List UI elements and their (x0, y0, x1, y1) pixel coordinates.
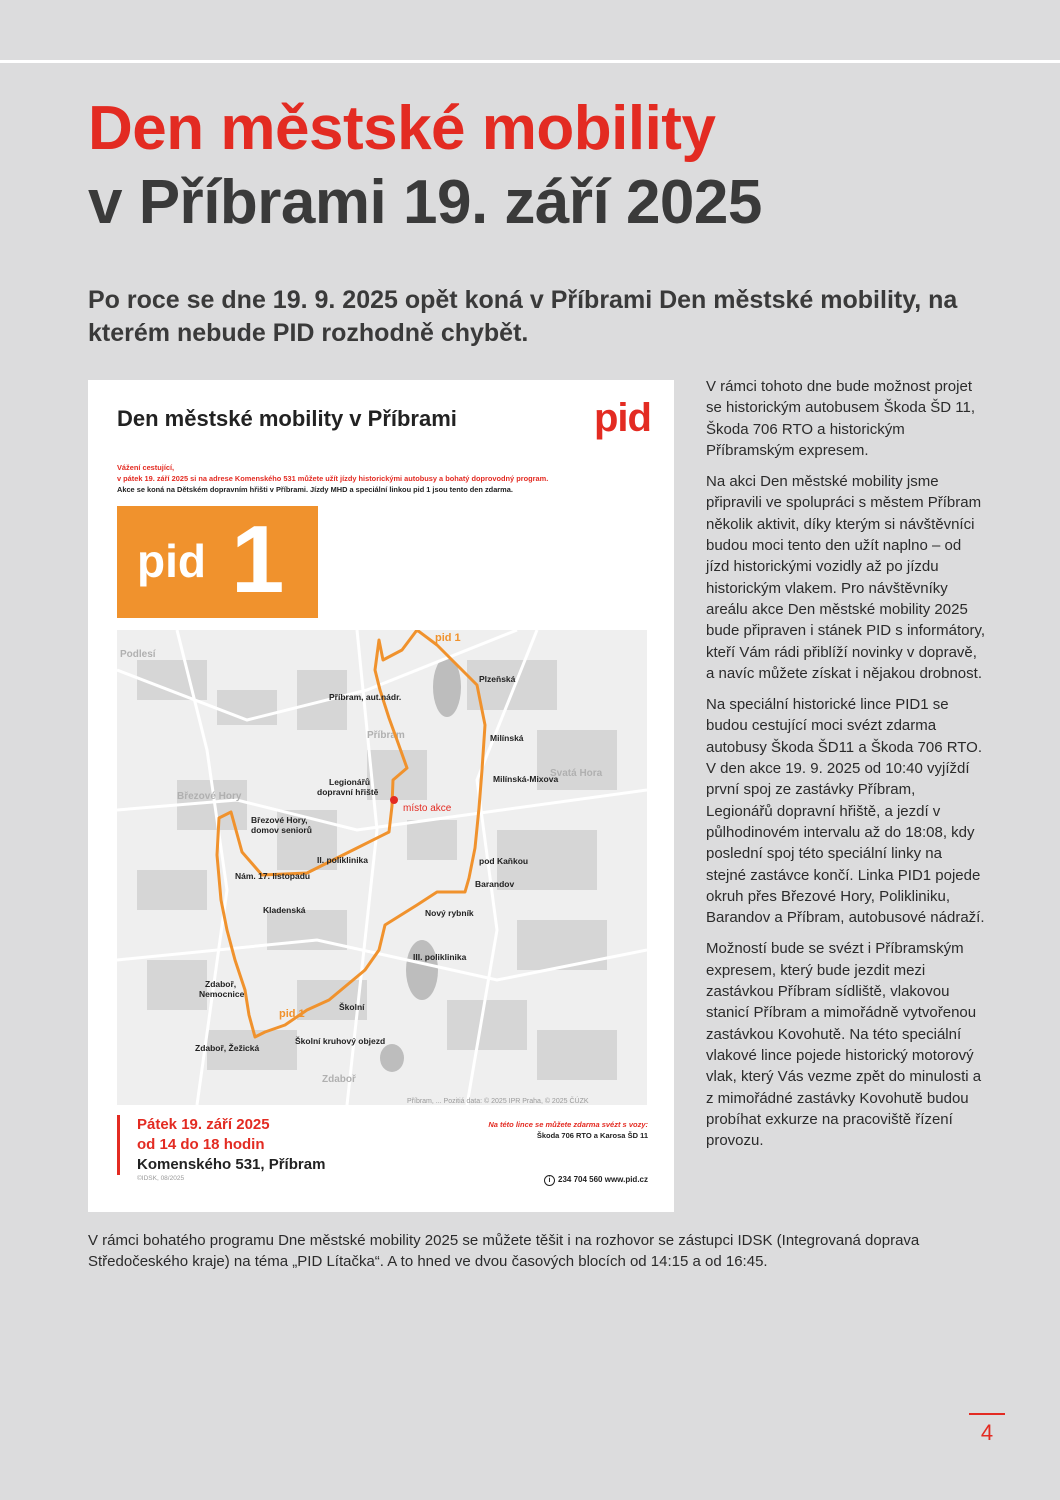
stop-label: Příbram, aut.nádr. (329, 692, 402, 702)
page-number: 4 (980, 1420, 994, 1445)
free-ride-info (488, 1119, 648, 1141)
free-ride-vehicles: Škoda 706 RTO a Karosa ŠD 11 (536, 1131, 648, 1140)
side-column (706, 376, 986, 1161)
page-number-rule (969, 1413, 1005, 1415)
pid1-badge (117, 506, 318, 618)
stop-label: Nám. 17. listopadu (235, 871, 311, 881)
poster-title: Den městské mobility v Příbrami (117, 406, 457, 431)
page-title (88, 92, 762, 240)
poster-intro-line: Akce se koná na Dětském dopravním hřišti v Příbrami. Jízdy MHD a speciální linkou pid 1 jsou tento den zdarma. (117, 485, 513, 494)
stop-label: pod Kaňkou (479, 856, 529, 866)
stop-label: Nový rybník (425, 908, 474, 918)
poster-intro-line: v pátek 19. září 2025 si na adrese Komenského 531 můžete užít jízdy historickými autobusy a bohatý doprovodný program. (117, 474, 549, 483)
bottom-paragraph: V rámci bohatého programu Dne městské mobility 2025 se můžete těšit i na rozhovor se zástupci IDSK (Integrovaná doprava Středočeského kraje) na téma „PID Lítačka“. A to hned ve dvou časových blocích od 14:15 a od 16:45. (88, 1232, 920, 1271)
pid1-badge-number: 1 (231, 506, 285, 613)
route-map (117, 630, 647, 1105)
poster-copyright: ©IDSK, 08/2025 (137, 1175, 185, 1182)
stop-label: Barandov (475, 879, 515, 889)
stop-label: III. poliklinika (413, 952, 467, 962)
event-location-marker (390, 796, 398, 804)
stop-label: Legionářů (329, 777, 371, 787)
stop-label: Nemocnice (199, 989, 245, 999)
stop-label: Zdaboř, (205, 979, 237, 989)
area-label: Příbram (367, 730, 405, 741)
side-paragraph: Na akci Den městské mobility jsme připravili ve spolupráci s městem Příbram několik aktivit, díky kterým si návštěvníci budou moci tento den užít naplno – od jízd historickými vozidly až po jízdu historickým vlakem. Pro návštěvníky areálu akce Den městské mobility 2025 bude připraven i stánek PID s informátory, kteří Vám rádi přiblíží novinky v dopravě, a navíc můžete získat i nějakou drobnost. (706, 473, 986, 682)
stop-label: Milínská (490, 733, 524, 743)
stop-label: II. poliklinika (317, 855, 369, 865)
stop-label: Milínská-Mixova (493, 774, 559, 784)
event-date: Pátek 19. září 2025 (137, 1116, 270, 1133)
stop-label: domov seniorů (251, 825, 312, 835)
stop-label: Školní (339, 1002, 365, 1012)
area-label: Svatá Hora (550, 768, 603, 779)
title-line-2: v Příbrami 19. září 2025 (88, 168, 762, 237)
side-paragraph: Na speciální historické lince PID1 se budou cestující moci svézt zdarma autobusy Škoda ŠD11 a Škoda 706 RTO. V den akce 19. 9. 2025 od 10:40 vyjíždí první spoj ze zastávky Příbram, Legionářů dopravní hřiště, a jezdí v půlhodinovém intervalu až do 18:08, kdy poslední spoj této speciální linky na stejné zastávce končí. Linka PID1 pojede okruh přes Březové Hory, Polikliniku, Barandov a Příbram, autobusové nádraží. (706, 696, 985, 927)
route-map-svg (117, 630, 647, 1105)
event-poster (88, 380, 674, 1212)
stop-label: Zdaboř, Žežická (195, 1043, 260, 1053)
poster-contact-text: 234 704 560 www.pid.cz (558, 1175, 648, 1184)
area-label: Zdaboř (322, 1074, 356, 1085)
event-hours: od 14 do 18 hodin (137, 1136, 265, 1153)
route-label: pid 1 (279, 1008, 305, 1020)
event-location-label: místo akce (403, 803, 452, 814)
lead-paragraph: Po roce se dne 19. 9. 2025 opět koná v Příbrami Den městské mobility, na kterém nebude PID rozhodně chybět. (88, 286, 958, 347)
stop-label: Školní kruhový objezd (295, 1036, 386, 1046)
event-date-block (117, 1115, 325, 1175)
route-label: pid 1 (435, 632, 461, 644)
area-label: Březové Hory (177, 791, 242, 802)
area-label: Podlesí (120, 649, 156, 660)
poster-intro-greeting: Vážení cestující, (117, 463, 175, 472)
free-ride-heading: Na této lince se můžete zdarma svézt s vozy: (488, 1120, 648, 1129)
title-line-1: Den městské mobility (88, 94, 716, 163)
poster-contact (544, 1175, 648, 1186)
stop-label: Březové Hory, (251, 815, 308, 825)
stop-label: dopravní hřiště (317, 787, 379, 797)
top-rule (0, 60, 1060, 63)
stop-label: Plzeňská (479, 674, 516, 684)
poster-intro (117, 462, 657, 495)
info-icon: i (544, 1175, 555, 1186)
event-address: Komenského 531, Příbram (137, 1156, 326, 1173)
stop-label: Kladenská (263, 905, 306, 915)
side-paragraph: Možností bude se svézt i Příbramským expresem, který bude jezdit mezi zastávkou Příbram sídliště, vlakovou stanicí Příbram a mimořádně vytvořenou zastávkou Kovohutě. Na této speciální vlakové lince pojede historický motorový vlak, který Vás vezme zpět do minulosti a z mimořádné zastávky Kovohutě budou probíhat exkurze na pracoviště řízení provozu. (706, 940, 982, 1150)
pid-logo: pid (594, 396, 651, 440)
pid1-badge-word: pid (137, 535, 206, 587)
side-paragraph: V rámci tohoto dne bude možnost projet se historickým autobusem Škoda ŠD 11, Škoda 706 RTO a historickým Příbramským expresem. (706, 378, 976, 459)
map-attribution: Příbram, ... Pozitiá data: © 2025 IPR Praha, © 2025 ČÚZK (407, 1098, 589, 1105)
